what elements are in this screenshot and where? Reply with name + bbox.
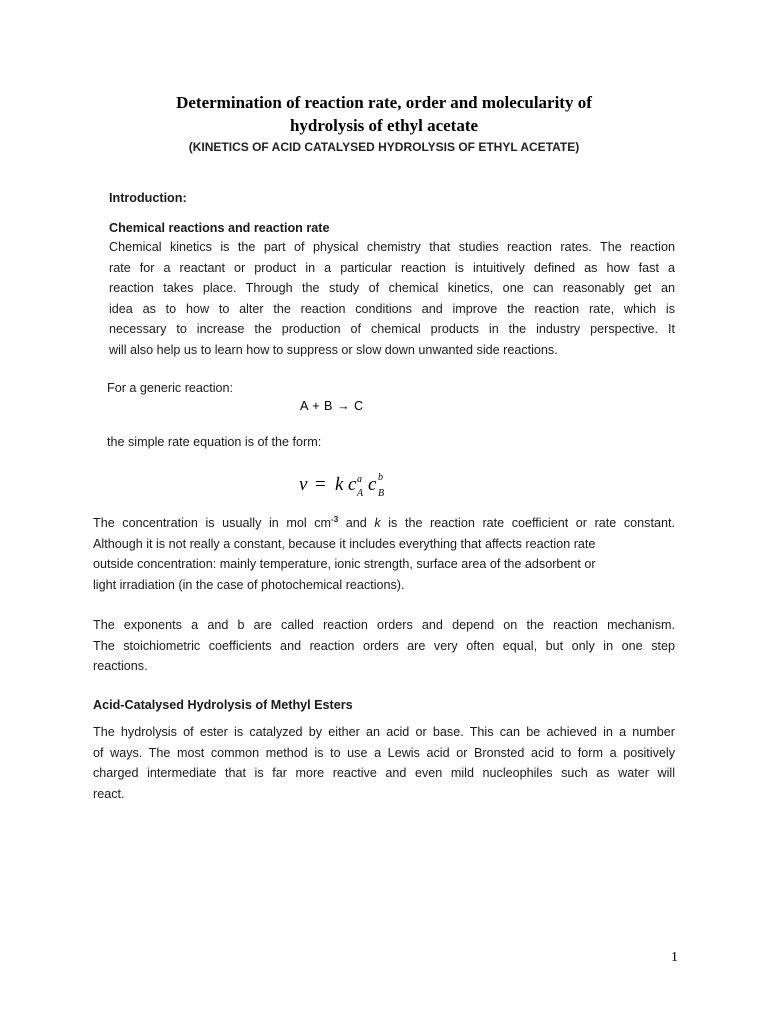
paragraph-line: reactions.: [93, 659, 148, 673]
rate-constant-symbol: k: [374, 516, 381, 530]
section-heading-chemical-reactions: Chemical reactions and reaction rate: [109, 221, 330, 235]
paragraph-line: The stoichiometric coefficients and reaction orders are very often equal, but only in one step: [93, 638, 675, 653]
paragraph-chemical-kinetics: [109, 237, 675, 360]
exponent-b: b: [378, 472, 383, 483]
concentration-text: is the reaction rate coefficient or rate constant.: [380, 516, 675, 530]
subscript-b: B: [378, 488, 385, 499]
equals-sign: =: [315, 474, 326, 495]
paragraph-exponents: [93, 615, 675, 677]
paragraph-line: charged intermediate that is far more reactive and even mild nucleophiles such as water will: [93, 766, 675, 780]
rate-constant-k: k: [335, 474, 344, 495]
paragraph-line: outside concentration: mainly temperature, ionic strength, surface area of the adsorbent or: [93, 557, 596, 571]
paragraph-line: will also help us to learn how to suppress or slow down unwanted side reactions.: [109, 342, 558, 357]
section-heading-acid-hydrolysis: Acid-Catalysed Hydrolysis of Methyl Esters: [93, 698, 353, 712]
paragraph-line: necessary to increase the production of chemical products in the industry perspective. It: [109, 322, 675, 336]
paragraph-line: of ways. The most common method is to use a Lewis acid or Bronsted acid to form a positively: [93, 745, 675, 760]
rate-equation-formula: [298, 471, 408, 501]
paragraph-line: react.: [93, 786, 125, 801]
document-title-line-1: Determination of reaction rate, order and molecularity of: [176, 93, 592, 112]
concentration-c-a: c: [348, 474, 357, 495]
concentration-c-b: c: [368, 474, 377, 495]
generic-reaction-equation: A + B → C: [300, 399, 364, 413]
paragraph-ester-hydrolysis: [93, 722, 675, 804]
page-number: 1: [671, 950, 678, 965]
exponent-a: a: [357, 474, 362, 485]
paragraph-line: The exponents a and b are called reaction orders and depend on the reaction mechanism.: [93, 618, 675, 632]
introduction-heading: Introduction:: [109, 191, 187, 205]
subscript-a: A: [357, 488, 364, 499]
paragraph-line: Although it is not really a constant, because it includes everything that affects reaction rate: [93, 536, 596, 551]
document-subtitle: (KINETICS OF ACID CATALYSED HYDROLYSIS OF ETHYL ACETATE): [188, 140, 580, 154]
paragraph-line: The hydrolysis of ester is catalyzed by either an acid or base. This can be achieved in a number: [93, 725, 675, 739]
document-title-line-2: hydrolysis of ethyl acetate: [289, 116, 479, 135]
rate-symbol-v: v: [299, 474, 308, 495]
paragraph-line: rate for a reactant or product in a particular reaction is intuitively defined as how fast a: [109, 260, 675, 275]
paragraph-concentration: [93, 513, 675, 595]
paragraph-line: idea as to how to alter the reaction conditions and improve the reaction rate, which is: [109, 301, 675, 316]
generic-reaction-label: For a generic reaction:: [107, 381, 233, 395]
paragraph-line: [93, 513, 675, 534]
concentration-text: and: [338, 516, 375, 530]
concentration-text: The concentration is usually in mol cm: [93, 516, 332, 530]
paragraph-line: light irradiation (in the case of photochemical reactions).: [93, 577, 405, 592]
paragraph-line: reaction takes place. Through the study of chemical kinetics, one can reasonably get an: [109, 281, 675, 295]
paragraph-line: Chemical kinetics is the part of physical chemistry that studies reaction rates. The reaction: [109, 240, 675, 254]
rate-equation-label: the simple rate equation is of the form:: [107, 435, 322, 449]
unit-exponent: -3: [331, 515, 339, 524]
